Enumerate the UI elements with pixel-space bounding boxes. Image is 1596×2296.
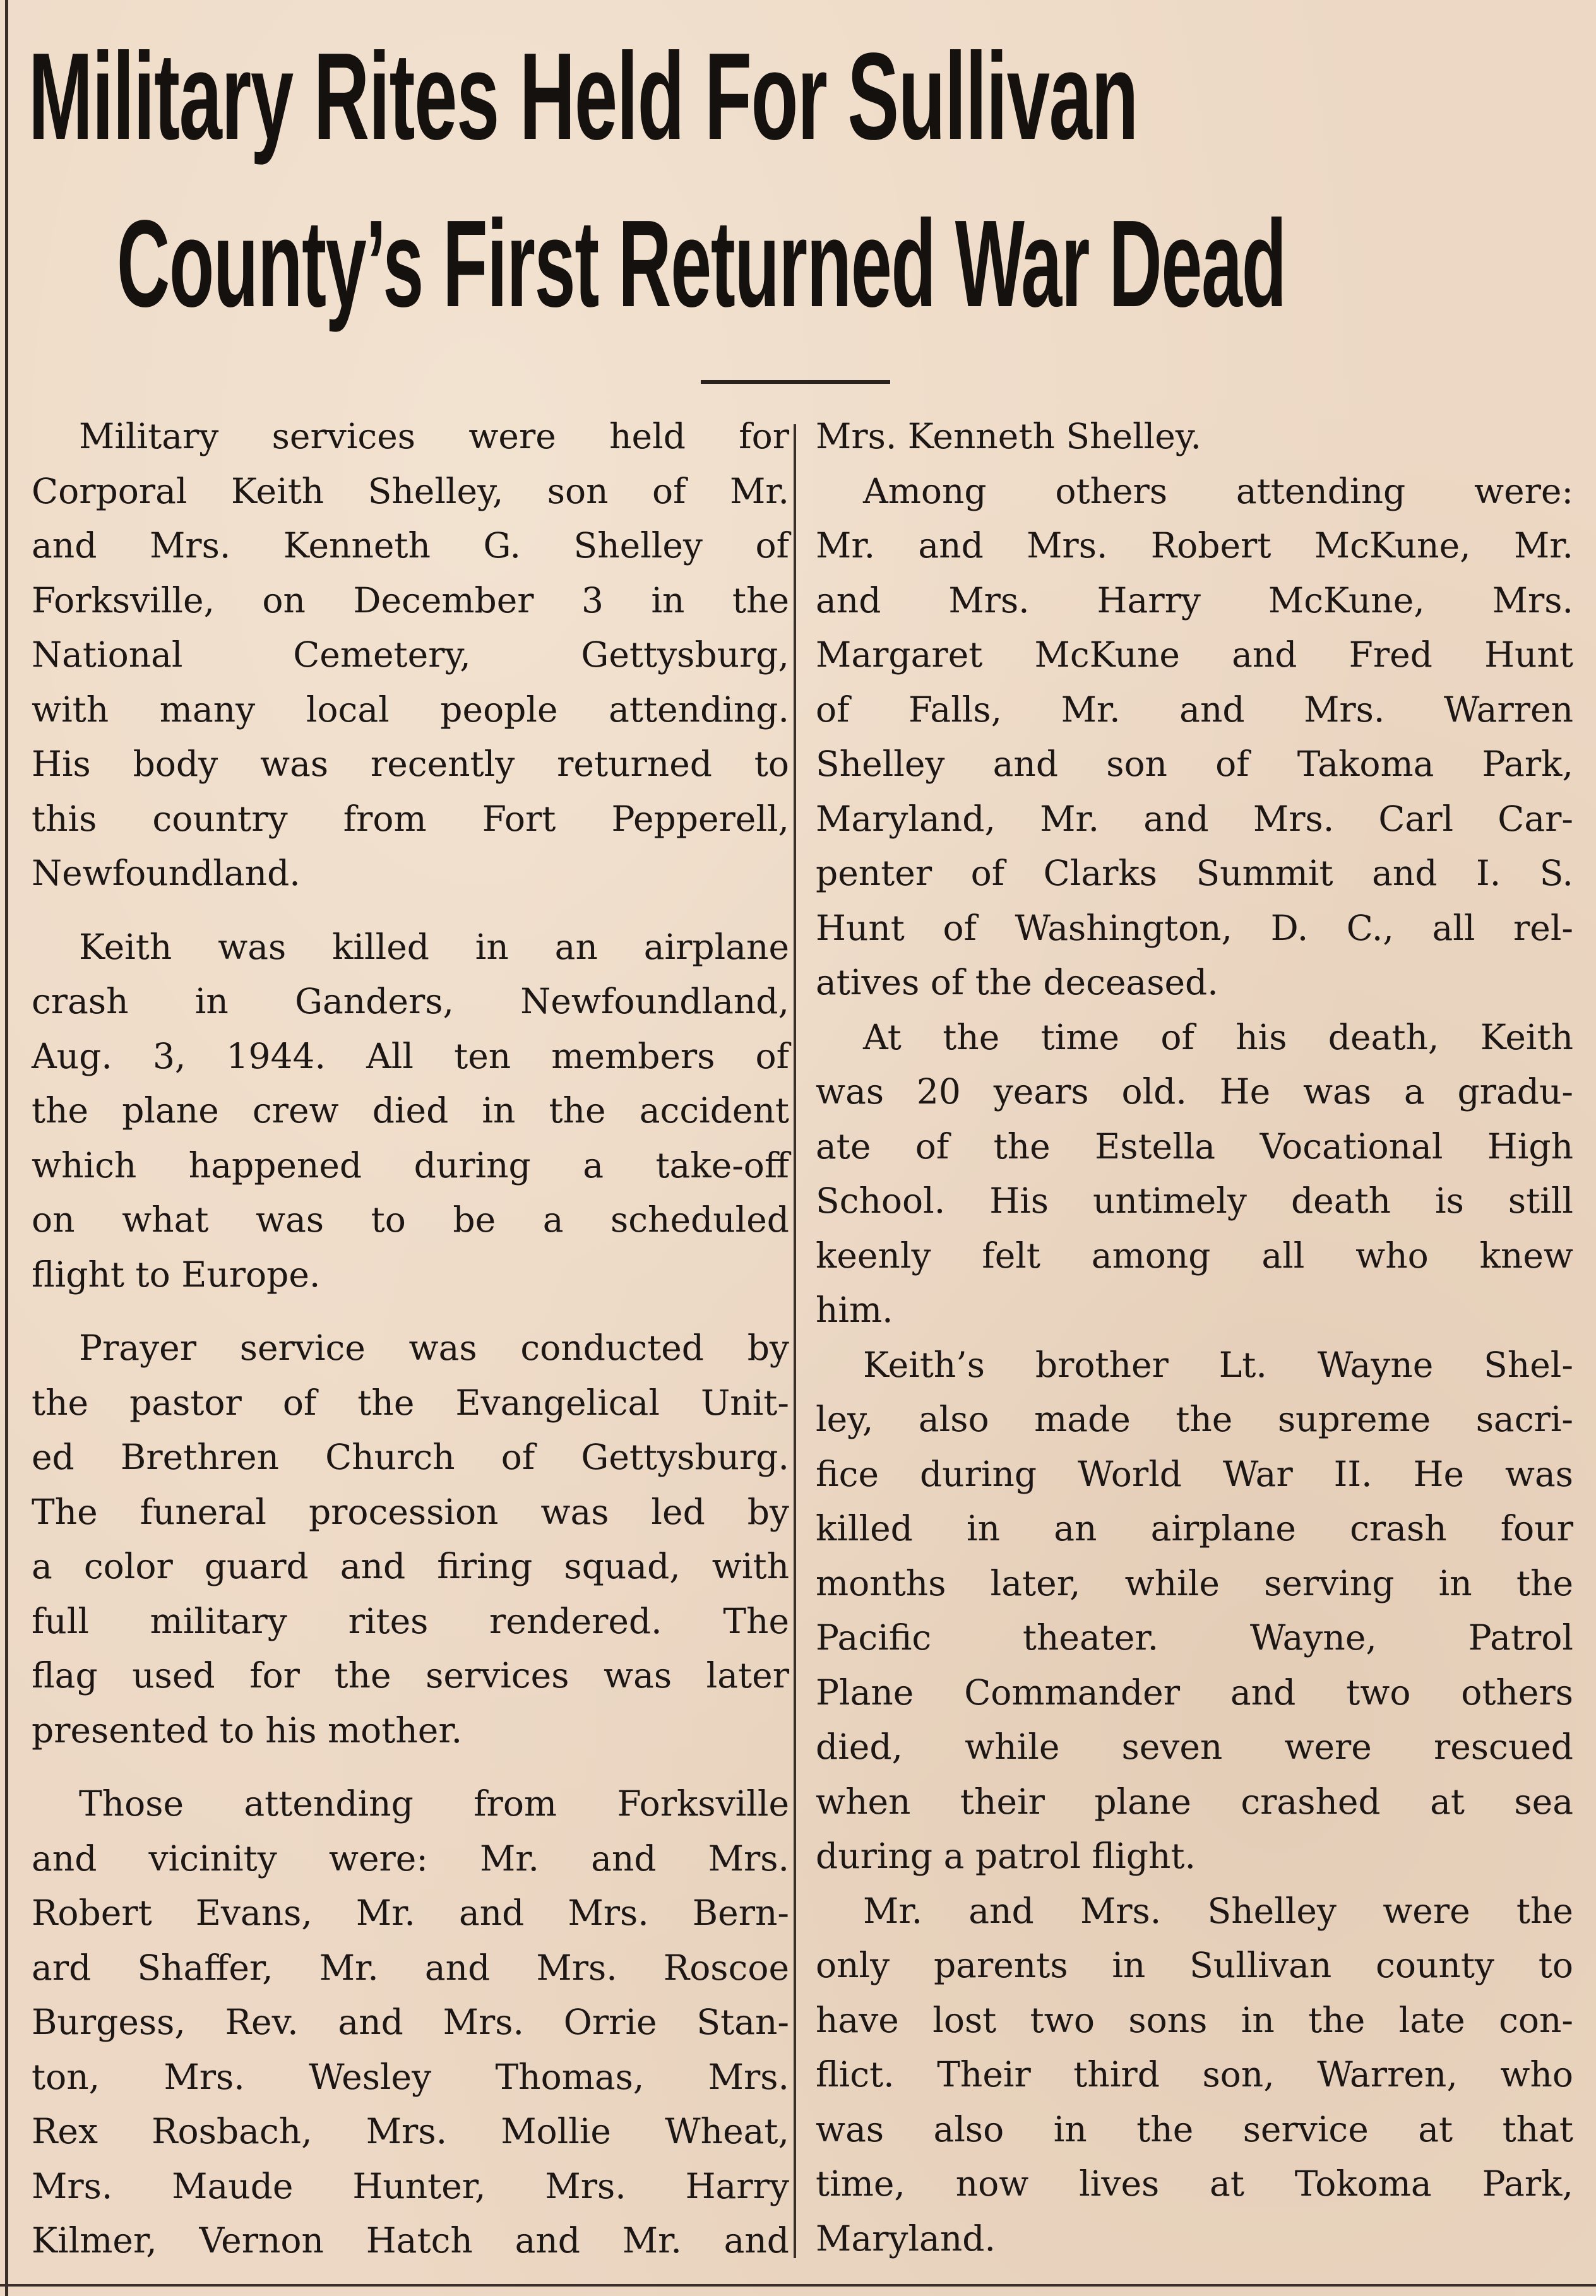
text-line: Hunt of Washington, D. C., all rel- [816,907,1573,948]
text-line: flict. Their third son, Warren, who [816,2054,1573,2095]
text-line: Corporal Keith Shelley, son of Mr. [32,470,789,511]
text-line: Mrs. Kenneth Shelley. [816,416,1201,456]
text-line: of Falls, Mr. and Mrs. Warren [816,689,1573,730]
column-divider [794,424,796,2258]
text-line: ton, Mrs. Wesley Thomas, Mrs. [32,2056,789,2097]
text-line: flight to Europe. [32,1254,321,1295]
text-line: Burgess, Rev. and Mrs. Orrie Stan- [32,2002,789,2042]
text-line: and vicinity were: Mr. and Mrs. [32,1838,789,1879]
paragraph [816,1338,1573,1884]
text-line: flag used for the services was later [32,1655,789,1696]
text-line: full military rites rendered. The [32,1600,789,1641]
text-line: Maryland, Mr. and Mrs. Carl Car- [816,798,1573,839]
text-line: Keith was killed in an airplane [79,926,789,967]
text-line: Margaret McKune and Fred Hunt [816,634,1573,675]
text-line: Pacific theater. Wayne, Patrol [816,1617,1573,1658]
left-border-rule [5,0,8,2296]
headline-line-1: Military Rites Held For Sullivan [28,27,1138,165]
bottom-border-rule [0,2284,1596,2287]
headline-line-2: County’s First Returned War Dead [117,194,1286,333]
paragraph [32,920,789,1302]
text-line: Mrs. Maude Hunter, Mrs. Harry [32,2165,789,2206]
left-column [32,409,789,2268]
text-line: Rex Rosbach, Mrs. Mollie Wheat, [32,2111,789,2151]
text-line: the pastor of the Evangelical Unit- [32,1382,789,1423]
text-line: and Mrs. Kenneth G. Shelley of [32,525,789,566]
text-line: Newfoundland. [32,853,301,893]
text-line: during a patrol flight. [816,1836,1196,1876]
text-line: was 20 years old. He was a gradu- [816,1071,1573,1112]
text-line: crash in Ganders, Newfoundland, [32,981,789,1021]
paragraph [32,409,789,901]
paragraph [32,1321,789,1758]
text-line: atives of the deceased. [816,962,1218,1002]
text-line: him. [816,1290,893,1330]
text-line: died, while seven were rescued [816,1727,1573,1767]
text-line: was also in the service at that [816,2109,1573,2150]
text-line: Mr. and Mrs. Robert McKune, Mr. [816,525,1573,566]
text-line: National Cemetery, Gettysburg, [32,634,789,675]
text-line: only parents in Sullivan county to [816,1945,1573,1985]
text-line: Robert Evans, Mr. and Mrs. Bern- [32,1893,789,1933]
text-line: School. His untimely death is still [816,1181,1573,1221]
paragraph [816,1010,1573,1338]
text-line: the plane crew died in the accident [32,1090,789,1131]
right-column [816,409,1573,2266]
text-line: Prayer service was conducted by [79,1328,789,1368]
text-line: Those attending from Forksville [79,1783,789,1824]
text-line: Keith’s brother Lt. Wayne Shel- [863,1344,1573,1385]
text-line: At the time of his death, Keith [863,1016,1573,1057]
text-line: killed in an airplane crash four [816,1508,1573,1549]
text-line: with many local people attending. [32,689,789,730]
text-line: Shelley and son of Takoma Park, [816,744,1573,784]
text-line: presented to his mother. [32,1710,463,1751]
text-line: ley, also made the supreme sacri- [816,1399,1573,1439]
paragraph [816,464,1573,1010]
text-line: ate of the Estella Vocational High [816,1126,1573,1167]
paragraph [816,409,1573,464]
text-line: which happened during a take-off [32,1145,789,1186]
text-line: on what was to be a scheduled [32,1199,789,1240]
headline-divider [701,380,890,384]
text-line: a color guard and firing squad, with [32,1546,789,1586]
text-line: Military services were held for [79,416,789,456]
text-line: Plane Commander and two others [816,1672,1573,1713]
paragraph [816,1884,1573,2266]
text-line: ard Shaffer, Mr. and Mrs. Roscoe [32,1947,789,1988]
paragraph [32,1776,789,2268]
text-line: this country from Fort Pepperell, [32,798,789,839]
text-line: when their plane crashed at sea [816,1781,1573,1822]
text-line: Mr. and Mrs. Shelley were the [863,1890,1573,1931]
text-line: and Mrs. Harry McKune, Mrs. [816,580,1573,621]
text-line: Forksville, on December 3 in the [32,580,789,621]
text-line: fice during World War II. He was [816,1453,1573,1494]
text-line: The funeral procession was led by [32,1491,789,1532]
text-line: time, now lives at Tokoma Park, [816,2163,1573,2204]
text-line: ed Brethren Church of Gettysburg. [32,1437,789,1477]
text-line: have lost two sons in the late con- [816,1999,1573,2040]
text-line: Aug. 3, 1944. All ten members of [32,1035,789,1076]
text-line: Maryland. [816,2218,996,2259]
text-line: Kilmer, Vernon Hatch and Mr. and [32,2220,789,2261]
text-line: penter of Clarks Summit and I. S. [816,853,1573,893]
text-line: His body was recently returned to [32,744,789,784]
text-line: Among others attending were: [863,470,1573,511]
text-line: keenly felt among all who knew [816,1235,1573,1276]
text-line: months later, while serving in the [816,1562,1573,1603]
